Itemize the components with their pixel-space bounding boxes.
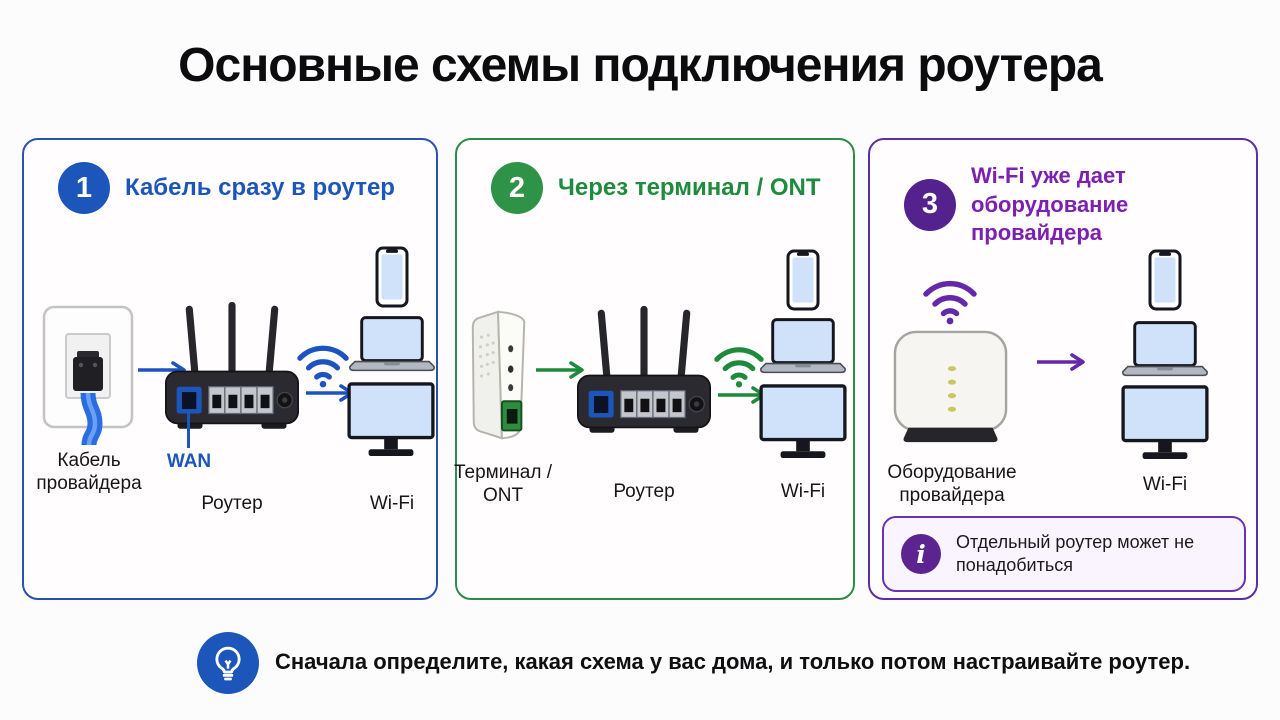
laptop-icon (349, 315, 435, 373)
panel-1-title: Кабель сразу в роутер (125, 174, 395, 202)
panel-1-header (58, 162, 426, 214)
footer-tip: Сначала определите, какая схема у вас дома, и только потом настраивайте роутер. (275, 649, 1191, 674)
wifi-signal-icon (294, 338, 352, 388)
step-1-badge: 1 (58, 162, 110, 214)
monitor-icon (347, 382, 435, 458)
wifi-signal-icon (711, 340, 767, 388)
label-router: Роутер (613, 481, 675, 502)
label-router: Роутер (201, 493, 263, 514)
laptop-icon (1122, 320, 1208, 378)
ont-terminal-icon (465, 307, 535, 445)
wall-socket-icon (42, 305, 134, 445)
smartphone-icon (375, 246, 409, 308)
panel-3-header (904, 162, 1246, 248)
panel-3-title: Wi-Fi уже дает оборудование провайдера (971, 163, 1129, 246)
label-provider-cable: Кабель провайдера (36, 450, 142, 494)
arrow-right-icon (1032, 353, 1094, 371)
panel-2-title: Через терминал / ONT (558, 174, 821, 202)
note-box (882, 516, 1246, 592)
monitor-icon (759, 384, 847, 460)
panel-provider-wifi (868, 138, 1258, 600)
smartphone-icon (1148, 249, 1182, 311)
router-icon (165, 298, 299, 437)
panel-via-terminal (455, 138, 855, 600)
note-text: Отдельный роутер может не понадобиться (956, 531, 1195, 575)
label-wan-port: WAN (166, 451, 212, 472)
panel-2-header (491, 162, 843, 214)
panel-cable-direct (22, 138, 438, 600)
label-wifi: Wi-Fi (1142, 474, 1188, 495)
page-title: Основные схемы подключения роутера (178, 39, 1102, 92)
router-icon (577, 302, 711, 441)
label-wifi: Wi-Fi (780, 481, 826, 502)
laptop-icon (760, 317, 846, 375)
label-provider-equipment: Оборудование провайдера (887, 462, 1017, 506)
monitor-icon (1121, 385, 1209, 461)
smartphone-icon (786, 249, 820, 311)
step-2-badge: 2 (491, 162, 543, 214)
label-terminal: Терминал / ONT (453, 462, 553, 506)
info-icon: i (901, 534, 941, 574)
label-wifi: Wi-Fi (369, 493, 415, 514)
wan-pointer-line (187, 413, 190, 448)
step-3-badge: 3 (904, 179, 956, 231)
lightbulb-icon (197, 632, 259, 694)
wifi-signal-icon (920, 273, 980, 325)
provider-router-icon (892, 330, 1010, 444)
